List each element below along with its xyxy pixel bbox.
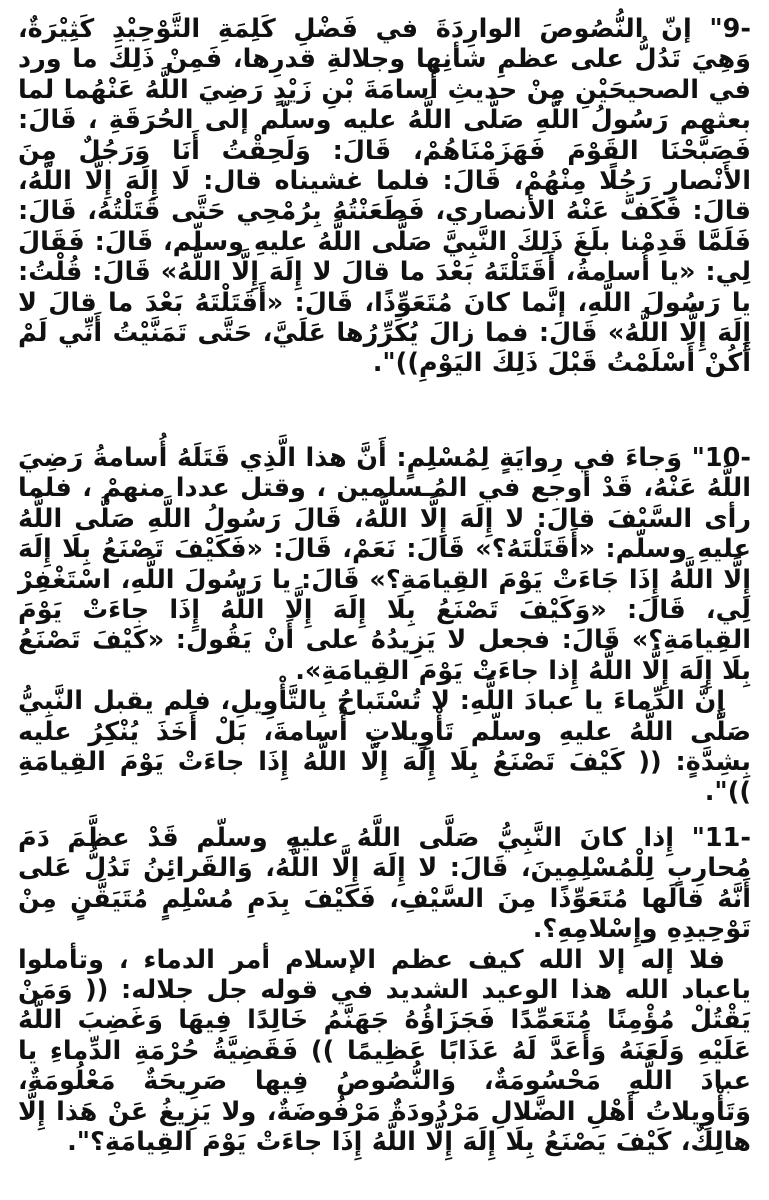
- paragraph-number: 10-: [704, 443, 751, 473]
- paragraph-10: [18, 443, 751, 808]
- paragraph-text: " وَجاءَ في رِوايَةٍ لِمُسْلِمٍ: أَنَّ هذا الَّذِي قَتَلَهُ أُسامةُ رَضِيَ اللَّهُ عَنْهُ، قَدْ أوجع في المُـسلمين ، وقتل عددا منهمْ ، فلما رأى السَّيْفَ قالَ: لا إِلَهَ إِلَّا اللَّهُ، قَالَ رَسُولُ اللَّهِ صَلَّى اللَّهُ عليهِ وسلّم: «أَقَتَلْتَهُ؟» قَالَ: نَعَمْ، قَالَ: «فَكَيْفَ تَصْنَعُ بِلَا إِلَهَ إِلَّا اللَّهُ إِذَا جَاءَتْ يَوْمَ القِيامَةِ؟» قَالَ: يا رَسُولَ اللَّهِ، اسْتَغْفِرْ لِي، قَالَ: «وَكَيْفَ تَصْنَعُ بِلَا إِلَهَ إِلَّا اللَّهُ إِذَا جاءَتْ يَوْمَ القِيامَةِ؟» قَالَ: فجعل لا يَزِيدُهُ على أَنْ يَقُولَ: «كَيْفَ تَصْنَعُ بِلَا إِلَهَ إِلَّا اللَّهُ إِذا جاءَتْ يَوْمَ القِيامَةِ».: [18, 443, 751, 686]
- paragraph-text: " إنّ النُّصُوصَ الوارِدَةَ في فَضْلِ كَلِمَةِ التَّوْحِيْدِ كَثِيْرَةٌ، وَهِيَ تَدُلُّ على عظمِ شأنِها وجلالةِ قدرِها، فَمِنْ ذَلِكَ ما ورد في الصحيحَيْنِ مِنْ حديثِ أُسامَةَ بْنِ زَيْدٍ رَضِيَ اللَّهُ عَنْهُما لما بعثهم رَسُولُ اللَّهِ صَلَّى اللَّهُ عليه وسلّم إلى الحُرَقَةِ ، قَالَ: فَصَبَّحْنَا القَوْمَ فَهَزَمْنَاهُمْ، قَالَ: وَلَحِقْتُ أَنَا وَرَجُلٌ مِنَ الأَنْصارِ رَجُلًا مِنْهُمْ، قَالَ: فلما غشيناه قال: لَا إِلَهَ إِلَّا اللَّهُ، قالَ: فَكَفَّ عَنْهُ الأنصاري، فَطَعَنْتُهُ بِرُمْحِي حَتَّى قَتَلْتُهُ، قَالَ: فَلَمَّا قَدِمْنا بلَغَ ذَلِكَ النَّبِيَّ صَلَّى اللَّهُ عليهِ وسلّم، قَالَ: فَقَالَ لِي: «يا أُسامةُ، أَقَتَلْتَهُ بَعْدَ ما قالَ لا إِلَهَ إِلَّا اللَّهُ» قَالَ: قُلْتُ: يا رَسُولَ اللَّهِ، إنَّما كانَ مُتَعَوِّذًا، قَالَ: «أَقَتَلْتَهُ بَعْدَ ما قالَ لا إِلَهَ إِلَّا اللَّهُ» قَالَ: فما زالَ يُكَرِّرُها عَلَيَّ، حَتَّى تَمَنَّيْتُ أَنِّي لَمْ أَكُنْ أَسْلَمْتُ قَبْلَ ذَلِكَ اليَوْمِ))".: [18, 14, 751, 379]
- paragraph-11: [18, 823, 751, 1157]
- paragraph-subtext: إِنَّ الدِّماءَ يا عبادَ اللَّهِ: لا تُسْتَباحُ بِالتَّأْوِيلِ، فلم يقبل النَّبِيُّ صَلَّى اللَّهُ عليهِ وسلّم تَأْوِيلاتِ أُسامةَ، بَلْ أَخَذَ يُنْكِرُ عليه بِشِدَّةٍ: (( كَيْفَ تَصْنَعُ بِلَا إِلَهَ إِلَّا اللَّهُ إِذَا جاءَتْ يَوْمَ القِيامَةِ ))".: [18, 686, 751, 808]
- paragraph-number: 11-: [704, 823, 751, 853]
- paragraph-number: 9-: [722, 14, 751, 44]
- paragraph-text: " إِذا كانَ النَّبِيُّ صَلَّى اللَّهُ عليهِ وسلّم قَدْ عظَّمَ دَمَ مُحارِبٍ لِلْمُسْلِمِينَ، قَالَ: لا إِلَهَ إِلَّا اللَّهُ، وَالقَرائِنُ تَدُلُّ عَلى أَنَّهُ قالَها مُتَعَوِّذًا مِنَ السَّيْفِ، فَكَيْفَ بِدَمِ مُسْلِمٍ مُتَيَقَّنٍ مِنْ تَوْحِيدِهِ وإِسْلامِهِ؟.: [18, 823, 751, 945]
- paragraph-9: [18, 14, 751, 379]
- paragraph-subtext: فلا إله إلا الله كيف عظم الإسلام أمر الدماء ، وتأملوا ياعباد الله هذا الوعيد الشديد في قوله جل جلاله: (( وَمَنْ يَقْتُلْ مُؤْمِنًا مُتَعَمِّدًا فَجَزَاؤُهُ جَهَنَّمُ خَالِدًا فِيهَا وَغَضِبَ اللَّهُ عَلَيْهِ وَلَعَنَهُ وَأَعَدَّ لَهُ عَذَابًا عَظِيمًا )) فَقَضِيَّةُ حُرْمَةِ الدِّماءِ يا عبادَ اللَّهِ مَحْسُومَةٌ، وَالنُّصُوصُ فِيها صَرِيحَةٌ مَعْلُومَةٌ، وَتَأْوِيلاتُ أَهْلِ الضَّلالِ مَرْدُودَةٌ مَرْفُوضَةٌ، ولا يَزِيغُ عَنْ هَذا إِلَّا هالِكٌ، كَيْفَ يَصْنَعُ بِلَا إِلَهَ إِلَّا اللَّهُ إِذَا جاءَتْ يَوْمَ القِيامَةِ؟".: [18, 944, 751, 1158]
